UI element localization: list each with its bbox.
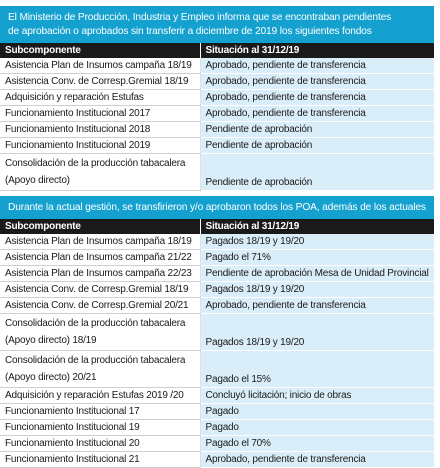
current-management-section [0,196,434,468]
table-row [0,436,434,452]
header-subcomponente: Subcomponente [0,43,200,58]
cell-subcomponente: Adquisición y reparación Estufas [0,90,200,106]
cell-subcomponente: Asistencia Conv. de Corresp.Gremial 18/19 [0,282,200,298]
cell-situacion: Pagados 18/19 y 19/20 [200,282,434,298]
cell-subcomponente [0,154,200,191]
cell-subcomponente: Funcionamiento Institucional 19 [0,420,200,436]
cell-situacion: Aprobado, pendiente de transferencia [200,452,434,468]
cell-situacion: Aprobado, pendiente de transferencia [200,298,434,314]
cell-subcomponente: Funcionamiento Institucional 17 [0,404,200,420]
table-row [0,250,434,266]
cell-subcomponente: Funcionamiento Institucional 2019 [0,138,200,154]
table-row [0,122,434,138]
banner-line: de aprobación o aprobados sin transferir a diciembre de 2019 los siguientes fondos [8,26,372,37]
cell-situacion: Pendiente de aprobación [200,138,434,154]
table-header-row [0,43,434,58]
pending-funds-section [0,6,434,191]
table-row [0,58,434,74]
cell-subcomponente: Funcionamiento Institucional 2017 [0,106,200,122]
cell-line: (Apoyo directo) 20/21 [5,372,97,383]
table-row [0,351,434,388]
cell-situacion: Pagados 18/19 y 19/20 [200,234,434,250]
cell-subcomponente: Asistencia Plan de Insumos campaña 18/19 [0,58,200,74]
cell-subcomponente: Asistencia Plan de Insumos campaña 18/19 [0,234,200,250]
cell-subcomponente: Funcionamiento Institucional 21 [0,452,200,468]
table-row [0,234,434,250]
cell-situacion: Concluyó licitación; inicio de obras [200,388,434,404]
cell-situacion: Aprobado, pendiente de transferencia [200,58,434,74]
cell-situacion: Pagado [200,404,434,420]
cell-line: Consolidación de la producción tabacalera [5,158,186,169]
header-situacion: Situación al 31/12/19 [200,219,434,234]
table-row [0,282,434,298]
table-header-row [0,219,434,234]
header-subcomponente: Subcomponente [0,219,200,234]
cell-line: (Apoyo directo) 18/19 [5,335,97,346]
cell-situacion: Aprobado, pendiente de transferencia [200,74,434,90]
cell-subcomponente: Funcionamiento Institucional 20 [0,436,200,452]
cell-situacion: Pagado [200,420,434,436]
table-row [0,298,434,314]
table-row [0,106,434,122]
table-row [0,404,434,420]
cell-subcomponente: Adquisición y reparación Estufas 2019 /20 [0,388,200,404]
cell-situacion: Pagado el 70% [200,436,434,452]
cell-line: (Apoyo directo) [5,175,70,186]
banner-line: El Ministerio de Producción, Industria y Empleo informa que se encontraban pendientes [8,12,392,23]
cell-situacion: Aprobado, pendiente de transferencia [200,90,434,106]
cell-subcomponente: Asistencia Conv. de Corresp.Gremial 20/21 [0,298,200,314]
cell-line: Consolidación de la producción tabacalera [5,318,186,329]
table-row [0,314,434,351]
cell-situacion: Pendiente de aprobación [200,154,434,191]
cell-subcomponente: Funcionamiento Institucional 2018 [0,122,200,138]
pending-funds-banner [0,6,434,43]
table-row [0,154,434,191]
cell-situacion: Pagados 18/19 y 19/20 [200,314,434,351]
table-row [0,452,434,468]
cell-line: Consolidación de la producción tabacalera [5,355,186,366]
cell-situacion: Pendiente de aprobación [200,122,434,138]
cell-situacion: Pagado el 71% [200,250,434,266]
table-row [0,90,434,106]
cell-subcomponente [0,351,200,388]
table-row [0,138,434,154]
cell-situacion: Pagado el 15% [200,351,434,388]
table-row [0,388,434,404]
banner-line: Durante la actual gestión, se transfirieron y/o aprobaron todos los POA, además de los actuales [8,202,426,213]
header-situacion: Situación al 31/12/19 [200,43,434,58]
current-management-table [0,219,435,468]
current-management-banner [0,196,434,219]
cell-situacion: Aprobado, pendiente de transferencia [200,106,434,122]
pending-funds-table [0,43,435,191]
cell-subcomponente: Asistencia Plan de Insumos campaña 21/22 [0,250,200,266]
table-row [0,74,434,90]
cell-subcomponente [0,314,200,351]
cell-situacion: Pendiente de aprobación Mesa de Unidad Provincial [200,266,434,282]
cell-subcomponente: Asistencia Plan de Insumos campaña 22/23 [0,266,200,282]
cell-subcomponente: Asistencia Conv. de Corresp.Gremial 18/19 [0,74,200,90]
table-row [0,266,434,282]
table-row [0,420,434,436]
